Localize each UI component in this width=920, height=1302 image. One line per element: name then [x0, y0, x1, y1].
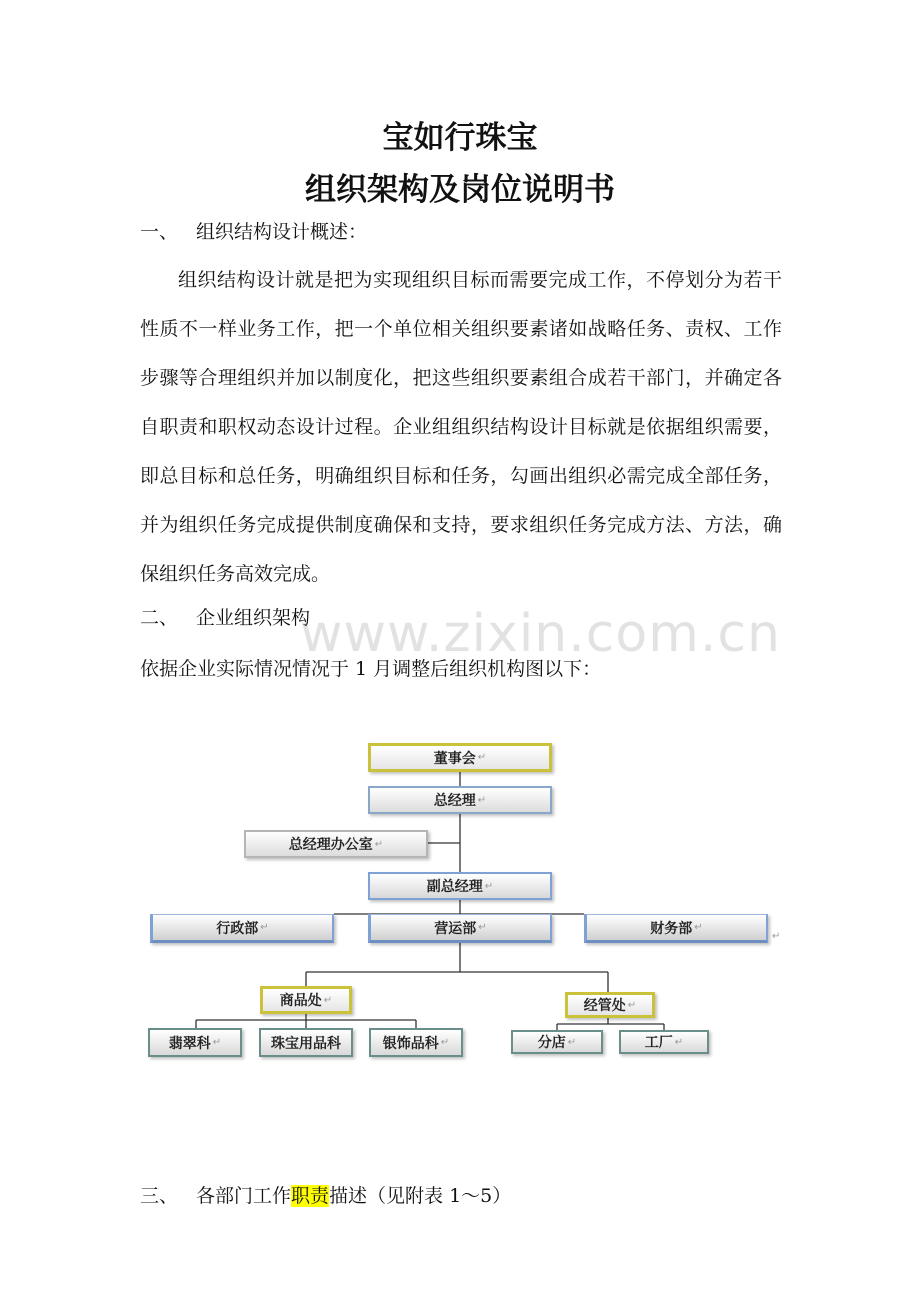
section3-heading	[140, 1182, 511, 1210]
section3-title-before: 各部门工作	[196, 1185, 292, 1207]
org-node-merchandise: 商品处 ↵	[260, 986, 352, 1014]
org-node-jewelry-supplies-label: 珠宝用品科	[271, 1035, 341, 1052]
org-node-gm-office: 总经理办公室 ↵	[244, 830, 428, 858]
org-node-gm-label: 总经理	[433, 793, 476, 809]
org-node-factory: 工厂 ↵	[619, 1030, 709, 1054]
document-title-line1: 宝如行珠宝	[382, 120, 538, 156]
org-node-admin: 行政部 ↵	[150, 914, 334, 943]
org-node-admin-label: 行政部	[216, 920, 259, 937]
section1-number: 一、	[140, 221, 179, 243]
section3-title-highlight: 职责	[291, 1185, 330, 1207]
org-node-board-label: 董事会	[433, 750, 476, 767]
org-node-management: 经管处 ↵	[565, 992, 655, 1018]
section2-intro: 依据企业实际情况情况于 1 月调整后组织机构图以下：	[140, 658, 602, 680]
section2-title: 企业组织架构	[196, 607, 311, 629]
org-node-branch-label: 分店	[537, 1035, 566, 1051]
org-finance-return-mark: ↵	[772, 931, 781, 942]
section1-title: 组织结构设计概述：	[196, 221, 368, 243]
org-node-jewelry-supplies	[259, 1028, 353, 1057]
org-node-finance-label: 财务部	[650, 920, 693, 937]
org-node-factory-label: 工厂	[644, 1035, 673, 1051]
org-node-branch: 分店 ↵	[511, 1030, 603, 1054]
section1-heading	[140, 218, 367, 246]
section3-number: 三、	[140, 1185, 179, 1207]
org-node-operations: 营运部 ↵	[368, 914, 552, 943]
org-node-gm: 总经理 ↵	[368, 786, 552, 814]
org-node-gm-office-label: 总经理办公室	[288, 837, 373, 853]
org-node-deputy-gm: 副总经理 ↵	[368, 872, 552, 900]
org-node-management-label: 经管处	[583, 998, 626, 1014]
org-node-jade: 翡翠科 ↵	[148, 1028, 242, 1057]
org-node-finance: 财务部 ↵	[584, 914, 768, 943]
watermark: www.zixin.com.cn	[300, 604, 781, 664]
org-node-operations-label: 营运部	[434, 920, 477, 937]
section1-paragraph: 组织结构设计就是把为实现组织目标而需要完成工作，不停划分为若干性质不一样业务工作，把一个单位相关组织要素诸如战略任务、责权、工作步骤等合理组织并加以制度化，把这些组织要素组合成若干部门，并确定各自职责和职权动态设计过程。企业组组织结构设计目标就是依据组织需要，即总目标和总任务，明确组织目标和任务，勾画出组织必需完成全部任务，并为组织任务完成提供制度确保和支持，要求组织任务完成方法、方法，确保组织任务高效完成。	[140, 269, 782, 585]
org-node-board: 董事会 ↵	[368, 743, 552, 772]
section3-title-after: 描述（见附表 1～5）	[329, 1185, 512, 1207]
document-title-line2: 组织架构及岗位说明书	[305, 172, 615, 208]
org-node-jade-label: 翡翠科	[168, 1035, 211, 1052]
org-node-silver-label: 银饰品科	[382, 1035, 439, 1052]
org-node-deputy-gm-label: 副总经理	[426, 879, 483, 895]
org-node-merchandise-label: 商品处	[279, 993, 322, 1009]
section2-number: 二、	[140, 607, 179, 629]
section2-heading	[140, 604, 310, 632]
org-node-silver: 银饰品科 ↵	[369, 1028, 463, 1057]
